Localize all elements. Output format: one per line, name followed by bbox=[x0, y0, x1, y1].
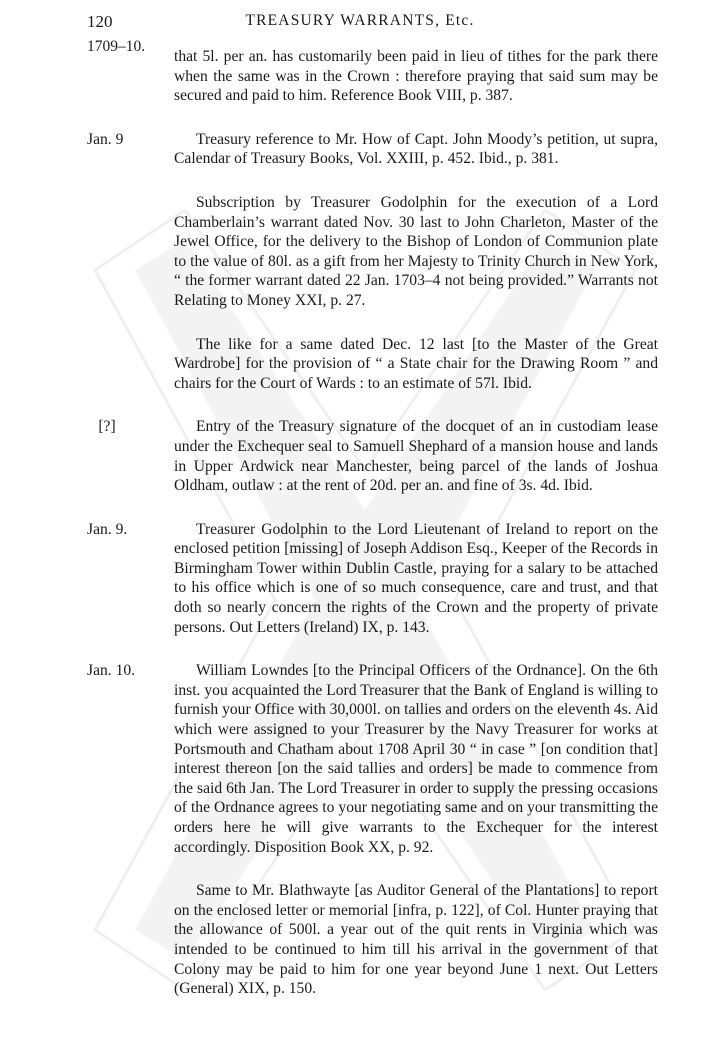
entry-date: [?] bbox=[98, 418, 116, 436]
entry-date: Jan. 9. bbox=[87, 520, 128, 538]
entry-text: The like for a same dated Dec. 12 last [to the Master of the Great Wardrobe] for the provision of “ a State chair for the Drawing Room ” and chairs for the Court of Wards : to an estimate of 57l. Ibid. bbox=[174, 335, 658, 392]
entry-date: Jan. 9 bbox=[87, 130, 124, 148]
entry-jan9-reference bbox=[87, 130, 658, 169]
entry-subscription bbox=[174, 193, 658, 311]
entry-text: Treasury reference to Mr. How of Capt. John Moody’s petition, ut supra, Calendar of Treasury Books, Vol. XXIII, p. 452. Ibid., p. 381. bbox=[174, 130, 658, 168]
entry-blathwayte bbox=[174, 881, 658, 999]
running-title: TREASURY WARRANTS, Etc. bbox=[245, 12, 475, 29]
entry-jan10-ordnance bbox=[87, 661, 658, 857]
entry-text: Entry of the Treasury signature of the docquet of an in custodiam lease under the Exchequer seal to Samuell Shephard of a mansion house and lands in Upper Ardwick near Manchester, being parcel of the lands of Joshua Oldham, outlaw : at the rent of 20d. per an. and fine of 3s. 4d. Ibid. bbox=[174, 418, 658, 495]
entry-continuation bbox=[174, 47, 658, 106]
margin-year: 1709–10. bbox=[87, 38, 146, 55]
entry-text: William Lowndes [to the Principal Officers of the Ordnance]. On the 6th inst. you acquainted the Lord Treasurer that the Bank of England is willing to furnish your Office with 30,000l. on tallies and orders on the eleventh 4s. Aid which were assigned to your Treasurer by the Navy Treasurer for works at Portsmouth and Chatham about 1708 April 30 “ in case ” [on condition that] interest thereon [on the said tallies and orders] be made to commence from the said 6th Jan. The Lord Treasurer in order to supply the pressing occasions of the Ordnance agrees to your negotiating same and on your transmitting the orders here he will give warrants to the Exchequer for the interest accordingly. Disposition Book XX, p. 92. bbox=[174, 662, 658, 856]
page-body bbox=[87, 47, 658, 1018]
entry-docquet bbox=[98, 417, 658, 495]
page-number: 120 bbox=[87, 12, 113, 31]
entry-the-like bbox=[174, 335, 658, 394]
entry-date: Jan. 10. bbox=[87, 662, 136, 680]
entry-text: Subscription by Treasurer Godolphin for the execution of a Lord Chamberlain’s warrant dated Nov. 30 last to John Charleton, Master of the Jewel Office, for the delivery to the Bishop of London of Communion plate to the value of 80l. as a gift from her Majesty to Trinity Church in New York, “ the former warrant dated 22 Jan. 1703–4 not being provided.” Warrants not Relating to Money XXI, p. 27. bbox=[174, 193, 658, 309]
page-header bbox=[0, 12, 720, 36]
entry-text: that 5l. per an. has customarily been paid in lieu of tithes for the park there when the same was in the Crown : therefore praying that said sum may be secured and paid to him. Reference Book VIII, p. 387. bbox=[174, 48, 658, 105]
entry-text: Same to Mr. Blathwayte [as Auditor General of the Plantations] to report on the enclosed letter or memorial [infra, p. 122], of Col. Hunter praying that the allowance of 500l. a year out of the quit rents in Virginia which was intended to be continued to him till his arrival in the government of that Colony may be paid to him for one year beyond June 1 next. Out Letters (General) XIX, p. 150. bbox=[174, 882, 658, 998]
entry-jan9-ireland bbox=[87, 520, 658, 638]
entry-text: Treasurer Godolphin to the Lord Lieutenant of Ireland to report on the enclosed petition [missing] of Joseph Addison Esq., Keeper of the Records in Birmingham Tower within Dublin Castle, praying for a salary to be attached to his office which is one of so much consequence, care and trust, and that doth so nearly concern the rights of the Crown and the property of private persons. Out Letters (Ireland) IX, p. 143. bbox=[174, 520, 658, 636]
